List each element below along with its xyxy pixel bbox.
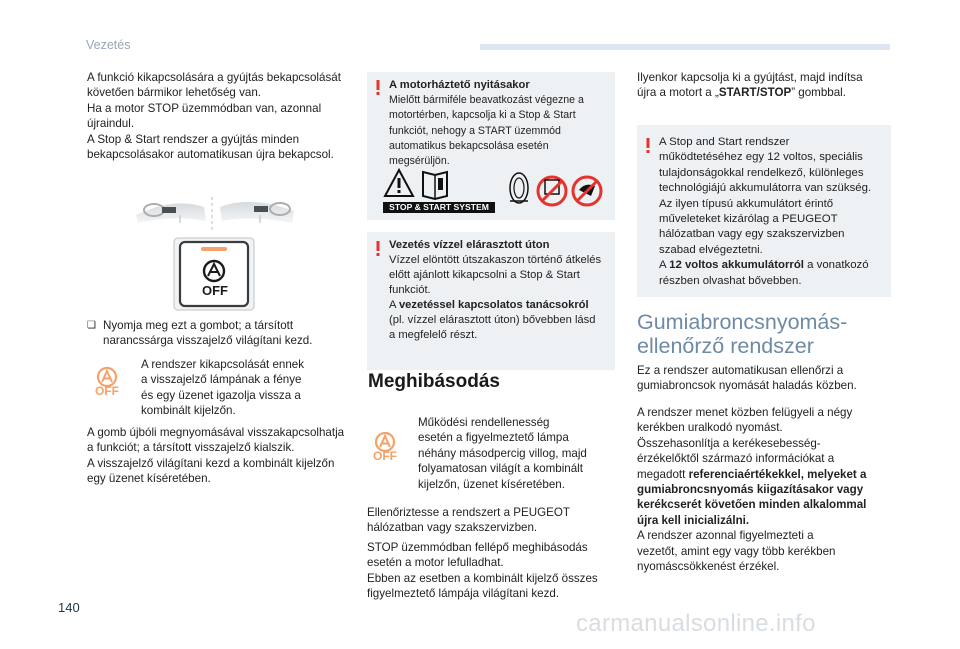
warning-icon <box>375 241 381 257</box>
watermark: carmanualsonline.info <box>576 610 816 637</box>
fault-description: Működési rendellenesség esetén a figyelmeztető lámpa néhány másodpercig villog, majd folyamatosan világít a kombinált kijelzőn, üzenet kíséretében. <box>418 416 587 491</box>
aoff-icon: OFF <box>92 366 122 400</box>
warning-box-water: Vezetés vízzel elárasztott úton Vízzel elöntött útszakaszon történő átkelés előtt ajánlott kikapcsolni a Stop & Start funkciót. A vezetéssel kapcsolatos tanácsokról (pl. vízzel elárasztott úton) bővebben lásd a megfelelő részt. <box>367 232 615 370</box>
warning-icon <box>375 80 381 96</box>
warning-box-battery: A Stop and Start rendszer működtetéséhez egy 12 voltos, speciális tulajdonságokkal rendelkező, különleges technológiájú akkumulátorra van szükség. Az ilyen típusú akkumulátort érintő műveleteket kizárólag a PEUGEOT hálózatban vagy egy szakszervizben szabad elvégeztetni. A 12 voltos akkumulátorról a vonatkozó részben olvashat bővebben. <box>637 125 891 297</box>
tpms-description: A rendszer menet közben felügyeli a négy kerékben uralkodó nyomást. Összehasonlítja a kerékesebesség- érzékelőktől származó információkat a megadott referenciaértékekkel, melyeket a gumiabroncsnyomás kiigazításakor vagy kerékcserét követően minden alkalommal újra kell inicializálni. A rendszer azonnal figyelmezteti a vezetőt, amint egy vagy több kerékben nyomáscsökkenést érzékel. <box>637 406 867 574</box>
disable-note: A rendszer kikapcsolását ennek a visszajelző lámpának a fénye és egy üzenet igazolja vissza a kombinált kijelzőn. <box>141 358 305 418</box>
section-header: Vezetés <box>86 38 131 52</box>
press-instruction: ❑ Nyomja meg ezt a gombot; a társított narancssárga visszajelző világítani kezd. <box>87 319 313 348</box>
intro-paragraph: A funkció kikapcsolására a gyújtás bekapcsolását követően bármikor lehetőség van. Ha a motor STOP üzemmódban van, azonnal újraindul. A Stop & Start rendszer a gyújtás minden bekapcsolásakor automatikusan újra bekapcsol. <box>87 71 341 162</box>
section-title-fault: Meghibásodás <box>368 371 500 392</box>
warning-box-bonnet: A motorháztető nyitásakor Mielőtt bármiféle beavatkozást végezne a motortérben, kapcsolja ki a Stop & Start funkciót, nehogy a START üzemmód automatikus bekapcsolása esetén megsérüljön. STOP & START SYSTEM <box>367 72 615 220</box>
stop-start-sticker <box>383 168 609 214</box>
restart-paragraph: Ilyenkor kapcsolja ki a gyújtást, majd indítsa újra a motort a „START/STOP” gombbal. <box>637 71 863 100</box>
tpms-intro: Ez a rendszer automatikusan ellenőrzi a gumiabroncsok nyomását haladás közben. <box>637 364 857 393</box>
dashboard-illustration <box>134 193 298 318</box>
section-title-tpms: Gumiabroncsnyomás- ellenőrző rendszer <box>637 310 848 358</box>
aoff-icon: OFF <box>370 431 400 465</box>
sticker-label: STOP & START SYSTEM <box>389 202 489 212</box>
column-1 <box>87 70 357 162</box>
header-bar <box>480 44 890 50</box>
reset-paragraph: A gomb újbóli megnyomásával visszakapcsolhatja a funkciót; a társított visszajelző kialszik. A visszajelző világítani kezd a kombinált kijelzőn egy üzenet kíséretében. <box>87 426 345 486</box>
bullet-icon: ❑ <box>87 320 96 331</box>
off-button-label: OFF <box>202 283 228 298</box>
warning-title: A motorháztető nyitásakor <box>389 79 530 91</box>
warning-title: Vezetés vízzel elárasztott úton <box>389 239 550 251</box>
check-paragraph: Ellenőriztesse a rendszert a PEUGEOT hálózatban vagy szakszervizben. <box>367 506 570 535</box>
warning-icon <box>645 138 651 154</box>
page-number: 140 <box>58 600 80 615</box>
stop-mode-paragraph: STOP üzemmódban fellépő meghibásodás esetén a motor lefulladhat. Ebben az esetben a kombinált kijelző összes figyelmeztető lámpája világítani kezd. <box>367 541 598 601</box>
